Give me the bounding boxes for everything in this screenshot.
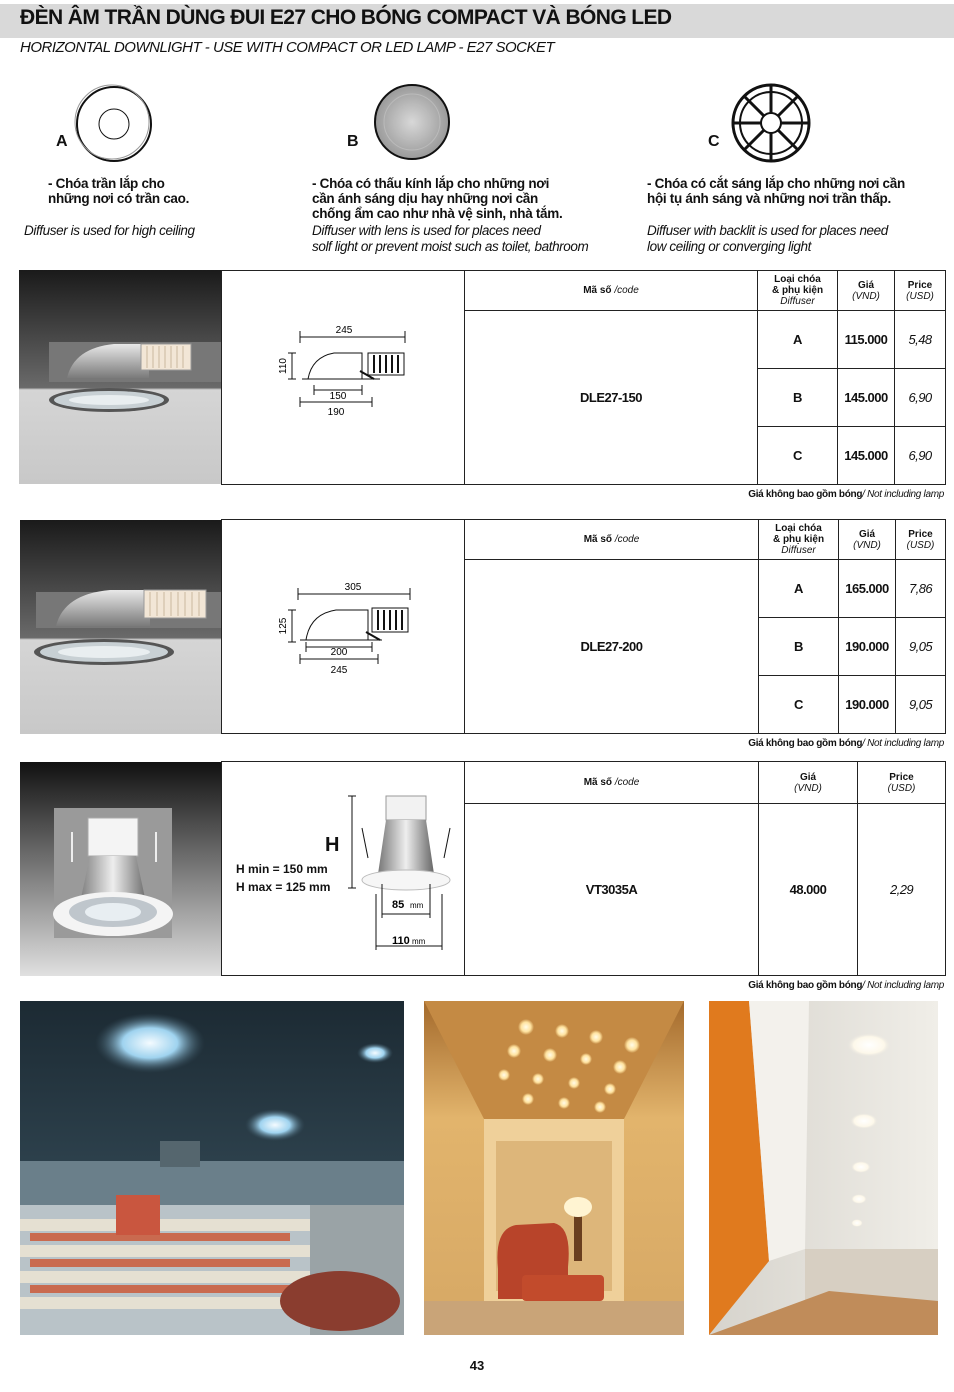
h-max-text: H max = 125 mm xyxy=(236,880,331,894)
lamp-note: Giá không bao gồm bóng/ Not including lamp xyxy=(748,980,944,991)
table-cell-usd: 6,90 xyxy=(895,427,946,485)
corridor-photo xyxy=(709,1001,938,1335)
table-cell-diffuser: C xyxy=(758,427,838,485)
diffuser-c-desc-vn: - Chóa có cắt sáng lắp cho những nơi cần hội tụ ánh sáng và những nơi trần thấp. xyxy=(647,176,905,206)
lounge-photo xyxy=(424,1001,684,1335)
dim-height-label: 110 xyxy=(278,358,289,374)
table-cell-usd: 2,29 xyxy=(858,804,946,976)
dim-top-label: 245 xyxy=(335,325,353,336)
table-cell-usd: 9,05 xyxy=(896,676,946,734)
h-label: H xyxy=(325,834,340,856)
h-min-text: H min = 150 mm xyxy=(236,862,328,876)
dim-outer-label: 190 xyxy=(327,407,345,418)
table-cell-vnd: 165.000 xyxy=(839,560,896,618)
diffuser-a-desc-vn: - Chóa trần lắp cho những nơi có trần cao. xyxy=(48,176,190,206)
price-vnd-header: Giá (VND) xyxy=(838,271,895,311)
code-header: Mã số /code xyxy=(465,762,759,804)
diffuser-b-desc-en: Diffuser with lens is used for places need solf light or prevent moist such as toilet, bathroom xyxy=(312,223,589,254)
table-cell-diffuser: B xyxy=(759,618,839,676)
dim-inner-label: 200 xyxy=(330,647,348,658)
dim-outer-unit: mm xyxy=(412,937,426,946)
page-subtitle: HORIZONTAL DOWNLIGHT - USE WITH COMPACT OR LED LAMP - E27 SOCKET xyxy=(20,39,555,56)
table-cell-vnd: 48.000 xyxy=(759,804,858,976)
table-cell-vnd: 190.000 xyxy=(839,676,896,734)
code-header: Mã số /code xyxy=(465,271,758,311)
dimension-drawing-dle27-150 xyxy=(222,271,464,484)
dim-outer-label: 245 xyxy=(330,665,348,676)
price-usd-header: Price (USD) xyxy=(896,520,946,560)
lamp-note: Giá không bao gồm bóng/ Not including lamp xyxy=(748,489,944,500)
page-title: ĐÈN ÂM TRẦN DÙNG ĐUI E27 CHO BÓNG COMPACT VÀ BÓNG LED xyxy=(20,6,672,29)
dim-outer-label: 110 xyxy=(392,935,410,947)
table-cell-diffuser: A xyxy=(759,560,839,618)
lamp-note: Giá không bao gồm bóng/ Not including lamp xyxy=(748,738,944,749)
diffuser-c-desc-en: Diffuser with backlit is used for places need low ceiling or converging light xyxy=(647,223,888,254)
page-number: 43 xyxy=(469,1358,485,1373)
dim-inner-label: 85 xyxy=(392,899,405,911)
product-code: VT3035A xyxy=(465,804,759,976)
diffuser-a-desc-en: Diffuser is used for high ceiling xyxy=(24,223,195,238)
diffuser-b-letter: B xyxy=(347,133,359,150)
price-table-vt3035a xyxy=(464,761,946,976)
table-cell-usd: 5,48 xyxy=(895,311,946,369)
dim-height-label: 125 xyxy=(278,617,289,635)
product-photo-dle27-150 xyxy=(19,270,221,484)
diffuser-header: Loại chóa & phụ kiện Diffuser xyxy=(759,520,839,560)
table-cell-usd: 9,05 xyxy=(896,618,946,676)
table-cell-diffuser: C xyxy=(759,676,839,734)
supermarket-photo xyxy=(20,1001,404,1335)
dim-inner-label: 150 xyxy=(329,391,347,402)
drawing-panel-dle27-200 xyxy=(221,519,465,734)
diffuser-b-icon xyxy=(372,82,452,162)
table-cell-usd: 6,90 xyxy=(895,369,946,427)
price-vnd-header: Giá (VND) xyxy=(759,762,858,804)
table-cell-usd: 7,86 xyxy=(896,560,946,618)
price-usd-header: Price (USD) xyxy=(858,762,946,804)
diffuser-c-letter: C xyxy=(708,133,720,150)
diffuser-a-letter: A xyxy=(56,133,68,150)
price-vnd-header: Giá (VND) xyxy=(839,520,896,560)
product-code: DLE27-150 xyxy=(465,311,758,485)
diffuser-header: Loại chóa & phụ kiện Diffuser xyxy=(758,271,838,311)
code-header: Mã số /code xyxy=(465,520,759,560)
product-photo-dle27-200 xyxy=(20,520,222,734)
price-table-dle27-200 xyxy=(464,519,946,734)
drawing-panel-vt3035a xyxy=(221,761,465,976)
diffuser-c-icon xyxy=(730,82,812,164)
dim-top-label: 305 xyxy=(344,582,362,593)
table-cell-diffuser: B xyxy=(758,369,838,427)
diffuser-b-desc-vn: - Chóa có thấu kính lắp cho những nơi cần ánh sáng dịu hay những nơi cần chống ẩm cao như nhà vệ sinh, nhà tắm. xyxy=(312,176,563,221)
price-usd-header: Price (USD) xyxy=(895,271,946,311)
drawing-panel-dle27-150 xyxy=(221,270,465,485)
table-cell-vnd: 115.000 xyxy=(838,311,895,369)
product-code: DLE27-200 xyxy=(465,560,759,734)
dim-inner-unit: mm xyxy=(410,901,424,910)
vt3035a-drawing xyxy=(342,788,462,968)
table-cell-vnd: 145.000 xyxy=(838,369,895,427)
diffuser-a-icon xyxy=(74,84,154,164)
table-cell-vnd: 190.000 xyxy=(839,618,896,676)
table-cell-diffuser: A xyxy=(758,311,838,369)
price-table-dle27-150 xyxy=(464,270,946,485)
table-cell-vnd: 145.000 xyxy=(838,427,895,485)
product-photo-vt3035a xyxy=(20,762,222,976)
dimension-drawing-dle27-200 xyxy=(222,520,464,733)
